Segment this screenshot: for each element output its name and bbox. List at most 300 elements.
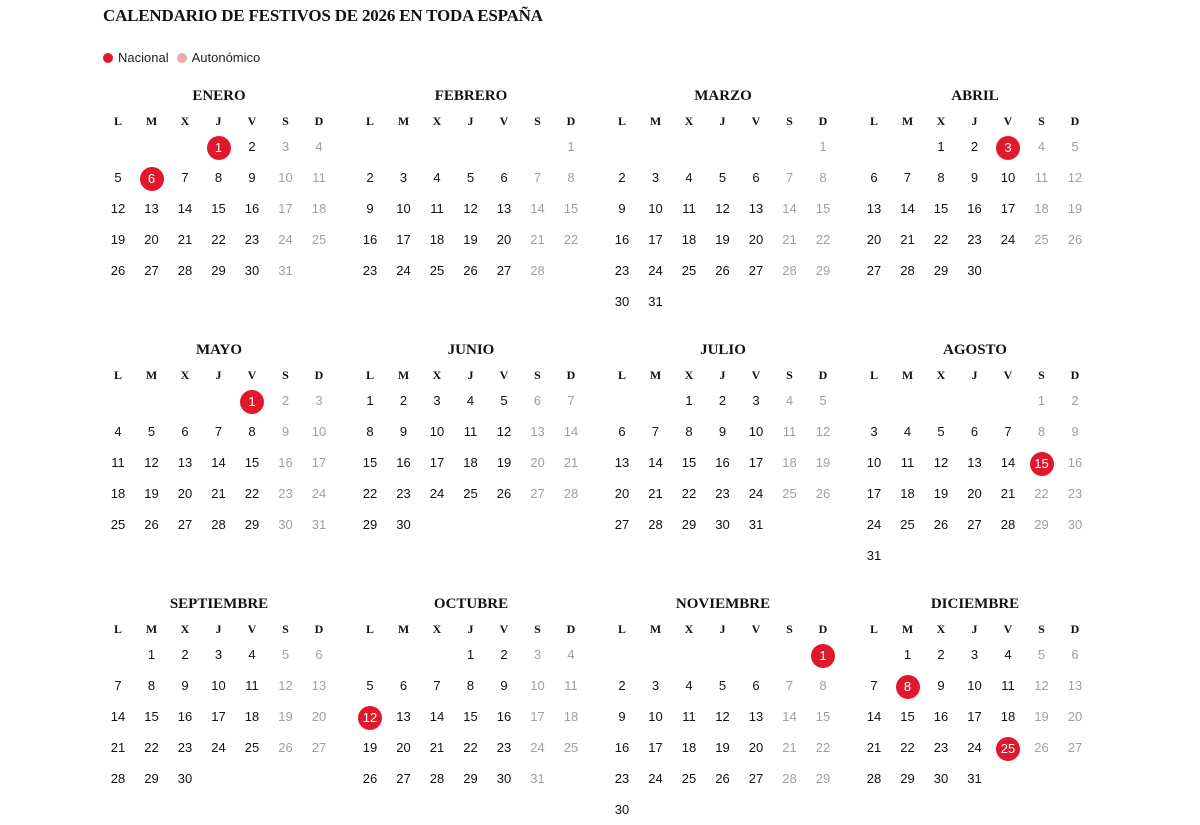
weekday-label: V (1003, 368, 1013, 382)
calendar-day: 16 (933, 709, 949, 724)
calendar-day: 19 (463, 232, 478, 247)
weekend-day: 16 (278, 455, 293, 470)
calendar-day: 24 (211, 740, 226, 755)
weekend-day: 15 (815, 201, 831, 216)
weekend-day: 7 (785, 678, 794, 693)
weekend-day: 3 (533, 647, 542, 662)
weekend-day: 17 (278, 201, 293, 216)
calendar-day: 3 (214, 647, 223, 662)
national-holiday-day: 15 (1025, 447, 1059, 478)
calendar-day: 22 (463, 740, 478, 755)
calendar-day: 19 (933, 486, 949, 501)
calendar-day: 11 (245, 678, 259, 693)
weekend-day: 27 (530, 486, 545, 501)
calendar-day: 28 (866, 771, 882, 786)
calendar-day: 22 (900, 740, 915, 755)
calendar-day: 15 (900, 709, 915, 724)
calendar-day: 19 (715, 740, 730, 755)
weekend-day: 14 (563, 424, 579, 439)
weekday-label: V (1003, 622, 1013, 636)
calendar-day: 5 (937, 424, 945, 439)
calendar-day: 10 (396, 201, 411, 216)
weekday-label: J (719, 114, 726, 128)
calendar-day: 23 (496, 740, 512, 755)
weekend-day: 5 (819, 393, 827, 408)
calendar-day: 11 (463, 424, 478, 439)
calendar-day: 8 (366, 424, 374, 439)
month-name: OCTUBRE (433, 596, 509, 612)
calendar-day: 20 (748, 232, 764, 247)
calendar-day: 19 (110, 232, 126, 247)
calendar-day: 2 (366, 170, 374, 185)
calendar-day: 5 (718, 170, 727, 185)
calendar-day: 23 (244, 232, 260, 247)
weekday-label: J (971, 622, 978, 636)
weekend-day: 14 (530, 201, 545, 216)
weekend-day: 29 (815, 771, 831, 786)
weekday-header (857, 368, 1093, 382)
calendar-day: 13 (748, 201, 764, 216)
calendar-day: 13 (614, 455, 630, 470)
calendar-day: 12 (463, 201, 478, 216)
weekday-label: M (901, 622, 914, 636)
calendar-day: 28 (211, 517, 226, 532)
calendar-day: 13 (866, 201, 882, 216)
calendar-day: 28 (1000, 517, 1016, 532)
calendar-day: 8 (937, 170, 945, 185)
calendar-day: 29 (933, 263, 949, 278)
calendar-day: 4 (685, 170, 693, 185)
calendar-day: 9 (248, 170, 256, 185)
calendar-day: 10 (748, 424, 764, 439)
weekend-day: 25 (782, 486, 797, 501)
calendar-day: 27 (144, 263, 159, 278)
national-holiday-day: 1 (806, 639, 840, 670)
calendar-day: 3 (433, 393, 441, 408)
weekend-day: 27 (1067, 740, 1083, 755)
calendar-day: 8 (466, 678, 475, 693)
weekday-label: L (869, 368, 878, 382)
weekday-label: J (215, 368, 222, 382)
calendar-day: 6 (752, 678, 760, 693)
calendar-day: 18 (429, 232, 445, 247)
weekend-day: 21 (563, 455, 579, 470)
calendar-day: 20 (967, 486, 982, 501)
calendar-day: 4 (685, 678, 693, 693)
month-name: MAYO (195, 342, 243, 358)
weekend-day: 23 (278, 486, 293, 501)
calendar-day: 10 (967, 678, 982, 693)
weekday-header (353, 114, 589, 128)
calendar-day: 10 (866, 455, 882, 470)
month-name: MARZO (694, 88, 752, 104)
weekend-day: 26 (815, 486, 831, 501)
calendar-day: 26 (144, 517, 159, 532)
weekday-label: J (467, 622, 474, 636)
calendar-day: 30 (614, 802, 630, 817)
weekend-day: 12 (1067, 170, 1083, 185)
calendar-day: 17 (967, 709, 982, 724)
weekday-label: J (215, 114, 222, 128)
calendar-day: 3 (870, 424, 878, 439)
weekend-day: 11 (312, 170, 326, 185)
weekday-label: S (282, 368, 289, 382)
calendar-day: 2 (718, 393, 727, 408)
calendar-day: 12 (144, 455, 159, 470)
calendar-day: 9 (399, 424, 408, 439)
national-holiday-day: 6 (135, 162, 169, 193)
national-holiday-day: 8 (891, 670, 925, 701)
weekend-day: 21 (530, 232, 545, 247)
calendar-day: 4 (248, 647, 256, 662)
calendar-day: 25 (681, 771, 697, 786)
weekend-day: 20 (1067, 709, 1083, 724)
weekday-label: D (314, 622, 324, 636)
calendar-day: 5 (114, 170, 122, 185)
weekday-label: L (869, 622, 878, 636)
weekday-label: S (1038, 114, 1045, 128)
calendar-day: 22 (933, 232, 949, 247)
calendar-day: 27 (396, 771, 411, 786)
calendar-day: 1 (147, 647, 156, 662)
calendar-day: 12 (496, 424, 512, 439)
calendar-day: 23 (614, 771, 630, 786)
weekday-label: X (684, 114, 694, 128)
weekday-label: M (145, 114, 158, 128)
calendar-day: 11 (111, 455, 125, 470)
weekday-label: S (786, 622, 793, 636)
calendar-day: 18 (1000, 709, 1016, 724)
calendar-day: 6 (500, 170, 508, 185)
weekend-day: 10 (311, 424, 327, 439)
weekday-label: J (467, 368, 474, 382)
weekend-day: 4 (567, 647, 575, 662)
calendar-day: 5 (147, 424, 156, 439)
calendar-day: 30 (496, 771, 512, 786)
weekday-header (101, 368, 337, 382)
calendar-day: 15 (244, 455, 260, 470)
calendar-day: 23 (614, 263, 630, 278)
calendar-day: 24 (748, 486, 764, 501)
calendar-day: 28 (648, 517, 663, 532)
calendar-day: 12 (110, 201, 126, 216)
weekday-label: X (180, 114, 190, 128)
weekend-day: 16 (1067, 455, 1083, 470)
weekday-label: M (397, 368, 410, 382)
calendar-day: 2 (618, 678, 626, 693)
calendar-day: 30 (614, 294, 630, 309)
calendar-day: 3 (651, 678, 660, 693)
national-holiday-day: 1 (235, 385, 269, 416)
calendar-day: 21 (211, 486, 226, 501)
weekend-day: 31 (278, 263, 293, 278)
calendar-day: 1 (466, 647, 475, 662)
calendar-day: 31 (967, 771, 982, 786)
calendar-day: 11 (682, 201, 696, 216)
calendar-day: 5 (366, 678, 374, 693)
calendar-day: 5 (718, 678, 727, 693)
weekday-header (605, 368, 841, 382)
weekday-label: X (432, 114, 442, 128)
weekend-day: 8 (819, 678, 827, 693)
weekend-day: 22 (563, 232, 579, 247)
calendar-day: 8 (214, 170, 223, 185)
calendar-day: 23 (396, 486, 411, 501)
weekday-label: J (467, 114, 474, 128)
calendar-day: 29 (244, 517, 260, 532)
weekday-label: M (649, 368, 662, 382)
legend (103, 50, 268, 65)
calendar-day: 26 (110, 263, 126, 278)
calendar-day: 14 (648, 455, 663, 470)
calendar-day: 18 (900, 486, 915, 501)
calendar-day: 19 (362, 740, 378, 755)
calendar-day: 25 (463, 486, 478, 501)
weekday-header (605, 622, 841, 636)
weekday-label: L (113, 368, 122, 382)
calendar-day: 29 (144, 771, 159, 786)
weekday-label: S (786, 114, 793, 128)
weekend-day: 1 (567, 139, 575, 154)
weekend-day: 25 (563, 740, 579, 755)
weekday-label: S (786, 368, 793, 382)
calendar-day: 21 (1000, 486, 1016, 501)
calendar-day: 2 (500, 647, 508, 662)
weekday-label: D (1070, 368, 1080, 382)
calendar-day: 27 (967, 517, 982, 532)
calendar-day: 3 (970, 647, 979, 662)
weekend-day: 28 (782, 771, 797, 786)
weekend-day: 12 (278, 678, 293, 693)
weekend-day: 30 (1067, 517, 1083, 532)
weekday-label: V (499, 368, 509, 382)
weekday-label: X (432, 622, 442, 636)
weekend-day: 30 (278, 517, 293, 532)
calendar-day: 2 (181, 647, 189, 662)
national-holiday-day: 3 (991, 131, 1025, 162)
weekday-label: D (566, 368, 576, 382)
calendar-day: 21 (648, 486, 663, 501)
calendar-day: 9 (937, 678, 945, 693)
calendar-day: 10 (1000, 170, 1016, 185)
weekday-label: M (145, 368, 158, 382)
calendar-day: 5 (500, 393, 508, 408)
calendar-day: 4 (466, 393, 475, 408)
calendar-day: 1 (903, 647, 912, 662)
calendar-day: 14 (900, 201, 915, 216)
calendar-day: 18 (110, 486, 126, 501)
weekday-header (857, 114, 1093, 128)
weekend-day: 9 (281, 424, 290, 439)
calendar-day: 17 (396, 232, 411, 247)
calendar-day: 14 (1000, 455, 1016, 470)
weekend-day: 11 (782, 424, 797, 439)
weekend-day: 1 (819, 139, 827, 154)
weekday-header (101, 114, 337, 128)
weekend-day: 3 (315, 393, 323, 408)
calendar-day: 30 (396, 517, 411, 532)
calendar-day: 30 (715, 517, 730, 532)
weekday-label: L (617, 622, 626, 636)
calendar-day: 17 (648, 740, 663, 755)
calendar-day: 2 (618, 170, 626, 185)
calendar-day: 21 (900, 232, 915, 247)
month-name: SEPTIEMBRE (169, 596, 269, 612)
month-name: JULIO (700, 342, 746, 358)
weekend-day: 28 (530, 263, 545, 278)
calendar-day: 8 (685, 424, 693, 439)
calendar-day: 29 (900, 771, 915, 786)
legend-item-national (103, 50, 169, 65)
weekend-day: 7 (533, 170, 542, 185)
regional-dot-icon (177, 53, 187, 63)
weekend-day: 4 (785, 393, 794, 408)
calendar-day: 6 (181, 424, 189, 439)
weekend-day: 24 (530, 740, 545, 755)
weekday-label: L (617, 368, 626, 382)
calendar-day: 11 (900, 455, 915, 470)
calendar-day: 15 (463, 709, 478, 724)
calendar-day: 10 (211, 678, 226, 693)
calendar-day: 25 (244, 740, 260, 755)
weekday-label: V (751, 114, 761, 128)
weekday-label: D (818, 114, 828, 128)
calendar-day: 26 (463, 263, 478, 278)
calendar-day: 20 (866, 232, 882, 247)
weekend-day: 2 (281, 393, 290, 408)
calendar-day: 26 (715, 771, 730, 786)
calendar-day: 29 (681, 517, 697, 532)
calendar-day: 23 (177, 740, 193, 755)
calendar-day: 4 (903, 424, 912, 439)
calendar-day: 9 (970, 170, 979, 185)
calendar-day: 7 (433, 678, 441, 693)
calendar-day: 18 (681, 740, 697, 755)
calendar-day: 17 (211, 709, 226, 724)
weekday-label: X (936, 622, 946, 636)
weekend-day: 14 (782, 201, 797, 216)
calendar-day: 31 (748, 517, 764, 532)
calendar-day: 22 (681, 486, 697, 501)
weekend-day: 24 (311, 486, 327, 501)
weekday-label: L (869, 114, 878, 128)
calendar-day: 7 (870, 678, 878, 693)
calendar-day: 20 (496, 232, 512, 247)
calendar-day: 4 (1004, 647, 1012, 662)
calendar-day: 23 (715, 486, 730, 501)
weekday-label: X (432, 368, 442, 382)
calendar-day: 19 (496, 455, 512, 470)
weekend-day: 25 (311, 232, 327, 247)
weekday-label: S (1038, 622, 1045, 636)
weekday-label: V (499, 114, 509, 128)
calendar-day: 24 (967, 740, 982, 755)
calendar-day: 6 (870, 170, 878, 185)
calendar-day: 3 (399, 170, 408, 185)
calendar-day: 11 (682, 709, 696, 724)
weekday-label: D (314, 114, 324, 128)
calendar-day: 30 (177, 771, 193, 786)
calendar-day: 14 (429, 709, 445, 724)
weekday-label: V (247, 368, 257, 382)
calendar-day: 20 (748, 740, 764, 755)
weekend-day: 18 (311, 201, 327, 216)
weekday-label: S (1038, 368, 1045, 382)
weekday-label: M (901, 114, 914, 128)
calendar-day: 7 (903, 170, 912, 185)
page-title: CALENDARIO DE FESTIVOS DE 2026 EN TODA ESPAÑA (103, 6, 543, 25)
weekend-day: 22 (1034, 486, 1049, 501)
calendar-day: 24 (429, 486, 445, 501)
calendar-day: 4 (433, 170, 441, 185)
weekday-label: D (314, 368, 324, 382)
calendar-day: 10 (648, 201, 663, 216)
calendar-day: 29 (211, 263, 226, 278)
weekend-day: 4 (1037, 139, 1046, 154)
calendar-day: 24 (866, 517, 882, 532)
weekday-label: L (365, 114, 374, 128)
calendar-day: 12 (715, 201, 730, 216)
calendar-day: 29 (362, 517, 378, 532)
calendar-day: 22 (244, 486, 260, 501)
calendar-day: 24 (396, 263, 411, 278)
calendar-day: 29 (463, 771, 478, 786)
calendar-day: 15 (144, 709, 159, 724)
weekday-label: V (247, 114, 257, 128)
weekend-day: 11 (564, 678, 578, 693)
calendar-day: 21 (429, 740, 445, 755)
calendar-day: 2 (970, 139, 979, 154)
calendar-day: 24 (1000, 232, 1016, 247)
weekend-day: 5 (1037, 647, 1046, 662)
weekday-label: D (566, 622, 576, 636)
calendar-day: 16 (614, 740, 630, 755)
weekday-label: J (971, 368, 978, 382)
weekend-day: 29 (815, 263, 831, 278)
weekday-label: X (684, 368, 694, 382)
weekday-label: J (719, 622, 726, 636)
weekday-label: L (113, 114, 122, 128)
weekday-label: V (751, 368, 761, 382)
weekend-day: 8 (567, 170, 575, 185)
calendar-day: 26 (933, 517, 949, 532)
weekend-day: 10 (530, 678, 545, 693)
calendar-day: 20 (614, 486, 630, 501)
calendar-day: 15 (681, 455, 697, 470)
calendar-day: 10 (648, 709, 663, 724)
legend-item-regional (177, 50, 261, 65)
calendar-day: 27 (177, 517, 193, 532)
calendar-day: 6 (399, 678, 408, 693)
weekend-day: 25 (1034, 232, 1049, 247)
weekend-day: 18 (563, 709, 579, 724)
calendar-day: 31 (866, 548, 882, 563)
calendar-day: 11 (430, 201, 444, 216)
calendar-day: 21 (177, 232, 193, 247)
weekday-label: X (936, 368, 946, 382)
calendar-day: 16 (967, 201, 982, 216)
calendar-day: 7 (651, 424, 660, 439)
calendar-day: 13 (177, 455, 193, 470)
calendar-day: 30 (244, 263, 260, 278)
weekday-label: M (397, 622, 410, 636)
calendar-day: 1 (366, 393, 374, 408)
calendar-day: 26 (496, 486, 512, 501)
calendar-day: 20 (177, 486, 193, 501)
calendar-day: 14 (177, 201, 193, 216)
weekend-day: 22 (815, 740, 831, 755)
calendar-day: 10 (429, 424, 445, 439)
